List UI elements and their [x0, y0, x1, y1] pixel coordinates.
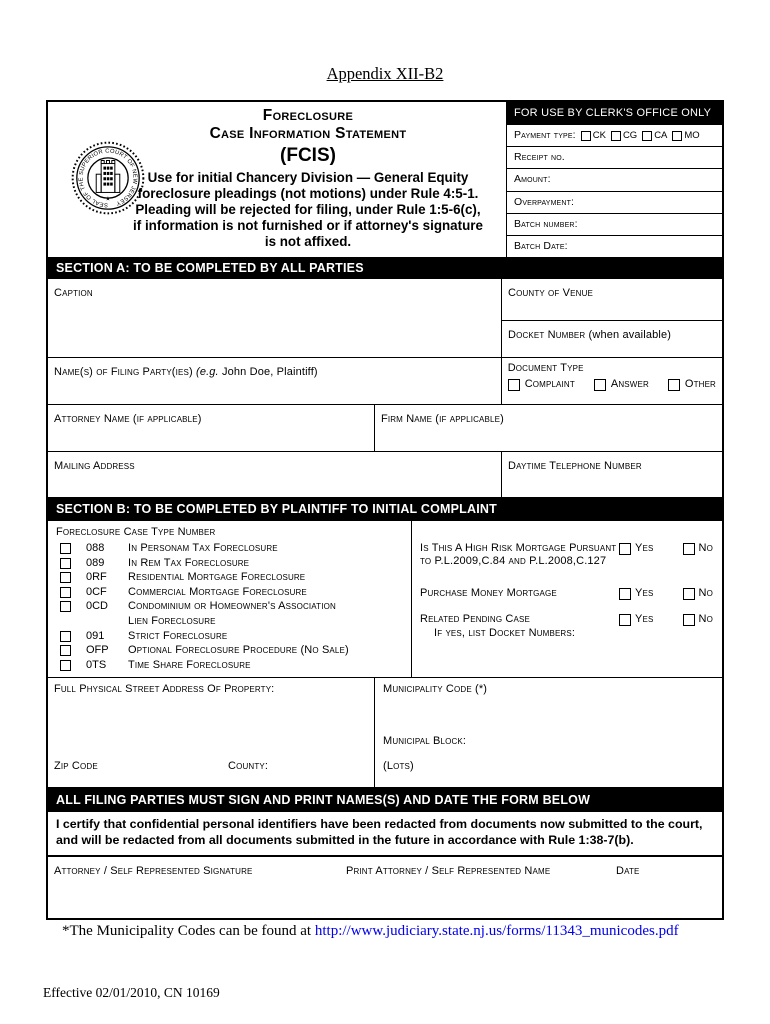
- instruction-line: if information is not furnished or if attorney's signature: [133, 218, 483, 233]
- form-instructions: [116, 170, 500, 250]
- case-label: Strict Foreclosure: [128, 629, 228, 642]
- checkbox-high-risk-no[interactable]: [683, 543, 695, 555]
- checkbox-high-risk-yes[interactable]: [619, 543, 631, 555]
- checkbox-complaint[interactable]: [508, 379, 520, 391]
- document-type-cell: [502, 358, 722, 404]
- checkbox-case-088[interactable]: [60, 543, 71, 554]
- no-label: No: [698, 613, 713, 625]
- purchase-money-question: [420, 587, 713, 600]
- checkbox-purchase-money-no[interactable]: [683, 588, 695, 600]
- case-code: OFP: [86, 644, 109, 657]
- checkbox-payment-ca[interactable]: [642, 131, 652, 141]
- mailing-address-label: Mailing Address: [54, 460, 135, 472]
- municipal-block-label: Municipal Block:: [383, 735, 467, 747]
- section-b-bar: SECTION B: TO BE COMPLETED BY PLAINTIFF TO INITIAL COMPLAINT: [48, 497, 722, 521]
- overpayment-field[interactable]: [507, 191, 722, 213]
- yes-label: Yes: [635, 613, 654, 625]
- municipality-code-label: Municipality Code (*): [383, 683, 488, 695]
- signature-section-bar: ALL FILING PARTIES MUST SIGN AND PRINT NAMES(S) AND DATE THE FORM BELOW: [48, 787, 722, 812]
- firm-name-label: Firm Name (if applicable): [381, 413, 504, 425]
- complaint-label: Complaint: [524, 378, 575, 390]
- appendix-title: Appendix XII-B2: [326, 64, 444, 83]
- case-code: 0RF: [86, 571, 107, 584]
- case-label: In Personam Tax Foreclosure: [128, 542, 278, 554]
- case-type-item-0cd: [56, 599, 411, 628]
- caption-right-column: [502, 279, 722, 357]
- municipality-codes-note: [62, 923, 679, 940]
- payment-option-label: CG: [622, 130, 638, 142]
- case-questions-cell: [412, 521, 722, 677]
- high-risk-line1: Is This A High Risk Mortgage Pursuant: [420, 542, 617, 554]
- instruction-line: is not affixed.: [264, 234, 352, 249]
- payment-option-label: CA: [654, 130, 668, 142]
- amount-label: Amount:: [514, 173, 551, 186]
- no-label: No: [698, 587, 713, 599]
- attorney-row: [48, 404, 722, 451]
- receipt-no-field[interactable]: [507, 146, 722, 168]
- municodes-link[interactable]: http://www.judiciary.state.nj.us/forms/11343_municodes.pdf: [314, 923, 679, 939]
- clerk-office-header: FOR USE BY CLERK'S OFFICE ONLY: [507, 102, 722, 124]
- batch-date-field[interactable]: [507, 235, 722, 257]
- filing-party-row: [48, 357, 722, 404]
- seal-text: SEAL OF THE SUPERIOR COURT OF NEW JERSEY: [78, 148, 138, 208]
- mailing-address-field[interactable]: [48, 452, 502, 497]
- municipality-field[interactable]: [375, 678, 722, 787]
- yes-label: Yes: [635, 542, 654, 554]
- case-type-item-0rf: [56, 570, 411, 585]
- property-address-row: [48, 677, 722, 787]
- form-title-block: [116, 107, 500, 250]
- fcis-form: [46, 100, 724, 920]
- county-of-venue-label: County of Venue: [508, 287, 593, 299]
- checkbox-case-0rf[interactable]: [60, 572, 71, 583]
- checkbox-case-0ts[interactable]: [60, 660, 71, 671]
- checkbox-other[interactable]: [668, 379, 680, 391]
- effective-date-note: Effective 02/01/2010, CN 10169: [43, 985, 220, 1000]
- case-label: In Rem Tax Foreclosure: [128, 556, 250, 569]
- instruction-line: Use for initial Chancery Division — General Equity: [147, 170, 469, 185]
- receipt-no-label: Receipt no.: [514, 151, 565, 164]
- caption-label: Caption: [54, 287, 93, 299]
- related-pending-yes-no: [619, 613, 713, 626]
- checkbox-payment-mo[interactable]: [672, 131, 682, 141]
- zip-code-label: Zip Code: [54, 760, 98, 772]
- high-risk-question: [420, 542, 713, 568]
- checkbox-related-pending-no[interactable]: [683, 614, 695, 626]
- checkbox-case-091[interactable]: [60, 631, 71, 642]
- firm-name-field[interactable]: [375, 405, 722, 451]
- purchase-money-label: Purchase Money Mortgage: [420, 587, 557, 599]
- payment-option-label: MO: [684, 130, 700, 142]
- mailing-row: [48, 451, 722, 497]
- answer-label: Answer: [610, 378, 649, 390]
- street-address-label: Full Physical Street Address Of Property:: [54, 683, 275, 695]
- street-address-field[interactable]: [48, 678, 375, 787]
- amount-field[interactable]: [507, 168, 722, 190]
- filing-party-example: John Doe, Plaintiff): [218, 366, 318, 378]
- date-label: Date: [616, 865, 640, 877]
- form-header-title-cell: [48, 102, 507, 257]
- related-pending-sub-label: If yes, list Docket Numbers:: [434, 627, 576, 639]
- filing-party-label: Name(s) of Filing Party(ies): [54, 366, 196, 378]
- purchase-money-yes-no: [619, 587, 713, 600]
- checkbox-payment-cg[interactable]: [611, 131, 621, 141]
- case-type-list-cell: [48, 521, 412, 677]
- instruction-line: foreclosure pleadings (not motions) under Rule 4:5-1.: [137, 186, 479, 201]
- case-type-item-0cf: [56, 585, 411, 600]
- related-pending-label-wrap: [420, 613, 619, 640]
- docket-number-label: Docket Number: [508, 329, 586, 341]
- case-code: 088: [86, 542, 105, 554]
- checkbox-purchase-money-yes[interactable]: [619, 588, 631, 600]
- case-type-header: Foreclosure Case Type Number: [56, 526, 216, 538]
- document-type-label: Document Type: [507, 362, 584, 374]
- clerk-office-box: [507, 102, 722, 257]
- case-label: Condominium or Homeowner's Association: [128, 600, 336, 613]
- case-code: 0TS: [86, 658, 107, 671]
- high-risk-line2: to P.L.2009,C.84 and P.L.2008,C.127: [420, 555, 607, 567]
- yes-label: Yes: [635, 587, 654, 599]
- daytime-phone-label: Daytime Telephone Number: [508, 460, 642, 472]
- batch-number-field[interactable]: [507, 213, 722, 235]
- docket-number-suffix: (when available): [585, 329, 672, 341]
- municipality-codes-note-text: *The Municipality Codes can be found at: [62, 923, 315, 939]
- caption-field[interactable]: [48, 279, 502, 357]
- case-type-row: [48, 521, 722, 677]
- form-title-acronym: (FCIS): [280, 145, 336, 166]
- checkbox-case-089[interactable]: [60, 558, 71, 569]
- print-name-label: Print Attorney / Self Represented Name: [346, 865, 551, 877]
- docket-number-field[interactable]: [502, 320, 722, 357]
- certification-text: I certify that confidential personal identifiers have been redacted from documents now submitted to the court, and will be redacted from all documents submitted in the future in accordance with Rule 1:38-7(b).: [56, 817, 703, 847]
- instruction-line: Pleading will be rejected for filing, under Rule 1:5-6(c),: [135, 202, 481, 217]
- case-label: Time Share Foreclosure: [128, 658, 251, 671]
- payment-type-row: [507, 124, 722, 146]
- lots-label: (Lots): [383, 760, 414, 772]
- case-type-item-0ts: [56, 658, 411, 673]
- case-type-item-089: [56, 556, 411, 571]
- daytime-phone-field[interactable]: [502, 452, 722, 497]
- form-title-line1: Foreclosure: [262, 107, 354, 124]
- high-risk-label: [420, 542, 619, 568]
- checkbox-case-0cd[interactable]: [60, 601, 71, 612]
- case-code: 0CD: [86, 600, 109, 613]
- case-label: Residential Mortgage Foreclosure: [128, 571, 306, 584]
- section-a-bar: SECTION A: TO BE COMPLETED BY ALL PARTIES: [48, 257, 722, 279]
- case-type-list: [56, 541, 411, 672]
- form-header: [48, 102, 722, 257]
- filing-party-field[interactable]: [48, 358, 502, 404]
- high-risk-yes-no: [619, 542, 713, 555]
- attorney-name-label: Attorney Name (if applicable): [54, 413, 202, 425]
- case-code: 0CF: [86, 585, 107, 598]
- batch-number-label: Batch number:: [514, 217, 578, 230]
- checkbox-case-0cf[interactable]: [60, 587, 71, 598]
- document-type-options: [508, 378, 716, 391]
- payment-option-label: CK: [592, 130, 606, 142]
- checkbox-answer[interactable]: [594, 379, 606, 391]
- case-label: Optional Foreclosure Procedure (No Sale): [128, 644, 349, 657]
- case-label: Commercial Mortgage Foreclosure: [128, 585, 307, 598]
- svg-text:★: ★: [105, 195, 111, 203]
- case-code: 091: [86, 629, 105, 642]
- case-label-wrap: [128, 599, 411, 628]
- checkbox-payment-ck[interactable]: [581, 131, 591, 141]
- overpayment-label: Overpayment:: [514, 195, 575, 208]
- checkbox-related-pending-yes[interactable]: [619, 614, 631, 626]
- caption-row: [48, 279, 722, 357]
- signature-label: Attorney / Self Represented Signature: [54, 865, 253, 877]
- filing-party-example-italic: (e.g.: [196, 366, 219, 378]
- signature-row[interactable]: [48, 855, 722, 918]
- attorney-name-field[interactable]: [48, 405, 375, 451]
- case-type-item-088: [56, 541, 411, 556]
- batch-date-label: Batch Date:: [514, 239, 568, 252]
- case-type-item-ofp: [56, 643, 411, 658]
- case-type-item-091: [56, 629, 411, 644]
- county-label: County:: [228, 760, 269, 772]
- case-code: 089: [86, 556, 105, 569]
- case-label-line2: Lien Foreclosure: [128, 614, 216, 627]
- form-title-line2: Case Information Statement: [209, 125, 407, 142]
- related-pending-label: Related Pending Case: [420, 613, 530, 625]
- other-label: Other: [684, 378, 716, 390]
- county-of-venue-field[interactable]: [502, 279, 722, 320]
- checkbox-case-ofp[interactable]: [60, 645, 71, 656]
- related-pending-question: [420, 613, 713, 640]
- payment-type-label: Payment type:: [514, 129, 576, 142]
- no-label: No: [698, 542, 713, 554]
